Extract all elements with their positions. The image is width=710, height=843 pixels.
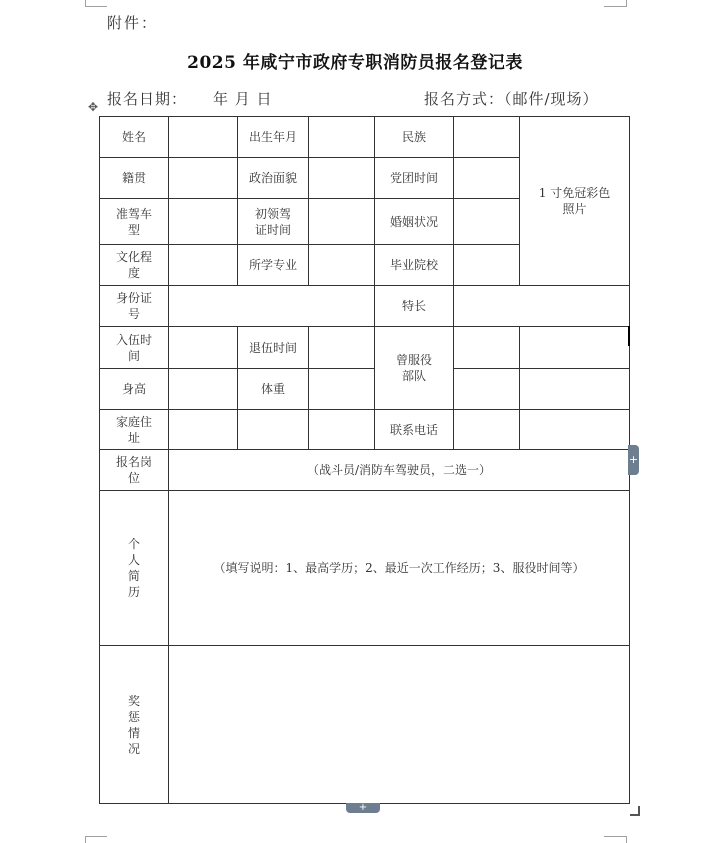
date-value[interactable]: 年 月 日 — [213, 90, 273, 108]
field-party-time[interactable] — [454, 158, 520, 199]
text-caret — [628, 326, 630, 346]
field-school[interactable] — [454, 245, 520, 286]
field-specialty[interactable] — [454, 286, 630, 327]
field-address-2[interactable] — [238, 410, 309, 450]
registration-form-table — [99, 116, 630, 804]
field-marital[interactable] — [454, 199, 520, 245]
label-weight: 体重 — [238, 369, 309, 410]
page-title: 2025 年咸宁市政府专职消防员报名登记表 — [187, 53, 523, 73]
label-education: 文化程度 — [100, 245, 169, 286]
label-awards-text: 奖惩情况 — [127, 693, 140, 756]
label-resume — [100, 491, 169, 646]
label-id-number: 身份证号 — [100, 286, 169, 327]
registration-method: 报名方式：（邮件/现场） — [424, 90, 599, 108]
field-address-3[interactable] — [309, 410, 375, 450]
field-native-place[interactable] — [169, 158, 238, 199]
crop-mark — [85, 836, 107, 837]
label-phone: 联系电话 — [375, 410, 454, 450]
field-birth[interactable] — [309, 117, 375, 158]
field-phone-1[interactable] — [454, 410, 520, 450]
field-retire-time[interactable] — [309, 327, 375, 369]
crop-mark — [85, 6, 107, 7]
field-id-number[interactable] — [169, 286, 375, 327]
photo-label: 1 寸免冠彩色照片 — [538, 186, 611, 216]
label-resume-text: 个人简历 — [127, 537, 140, 599]
crop-mark — [626, 0, 627, 7]
field-unit-1[interactable] — [454, 327, 520, 369]
label-retire-time: 退伍时间 — [238, 327, 309, 369]
registration-date — [107, 88, 273, 109]
field-position[interactable]: （战斗员/消防车驾驶员，二选一） — [169, 450, 630, 491]
field-enlist-time[interactable] — [169, 327, 238, 369]
field-political-status[interactable] — [309, 158, 375, 199]
field-address-1[interactable] — [169, 410, 238, 450]
field-license-type[interactable] — [169, 199, 238, 245]
crop-mark — [85, 836, 86, 843]
label-birth: 出生年月 — [238, 117, 309, 158]
move-handle-icon[interactable]: ✥ — [87, 100, 99, 114]
add-column-plus-icon[interactable]: + — [628, 445, 639, 475]
label-marital: 婚姻状况 — [375, 199, 454, 245]
crop-mark — [604, 836, 626, 837]
label-unit: 曾服役部队 — [375, 327, 454, 410]
field-major[interactable] — [309, 245, 375, 286]
label-awards — [100, 646, 169, 804]
field-education[interactable] — [169, 245, 238, 286]
field-resume[interactable]: （填写说明：1、最高学历；2、最近一次工作经历；3、服役时间等） — [169, 491, 630, 646]
field-license-date[interactable] — [309, 199, 375, 245]
label-ethnicity: 民族 — [375, 117, 454, 158]
field-height[interactable] — [169, 369, 238, 410]
field-unit-2[interactable] — [520, 327, 630, 369]
label-license-type: 准驾车型 — [100, 199, 169, 245]
date-label: 报名日期： — [107, 90, 188, 108]
attachment-label: 附件： — [107, 14, 159, 32]
label-position: 报名岗位 — [100, 450, 169, 491]
photo-box[interactable] — [520, 117, 630, 286]
label-specialty: 特长 — [375, 286, 454, 327]
field-ethnicity[interactable] — [454, 117, 520, 158]
label-name: 姓名 — [100, 117, 169, 158]
field-unit-3[interactable] — [454, 369, 520, 410]
label-political-status: 政治面貌 — [238, 158, 309, 199]
label-native-place: 籍贯 — [100, 158, 169, 199]
label-major: 所学专业 — [238, 245, 309, 286]
label-height: 身高 — [100, 369, 169, 410]
label-address: 家庭住址 — [100, 410, 169, 450]
crop-mark — [626, 836, 627, 843]
field-phone-2[interactable] — [520, 410, 630, 450]
add-row-plus-icon[interactable]: + — [346, 803, 380, 813]
field-weight[interactable] — [309, 369, 375, 410]
crop-mark — [604, 6, 626, 7]
field-unit-4[interactable] — [520, 369, 630, 410]
label-party-time: 党团时间 — [375, 158, 454, 199]
crop-mark — [85, 0, 86, 7]
label-school: 毕业院校 — [375, 245, 454, 286]
label-license-date: 初领驾证时间 — [238, 199, 309, 245]
field-awards[interactable] — [169, 646, 630, 804]
table-resize-handle-icon[interactable] — [630, 806, 640, 816]
label-enlist-time: 入伍时间 — [100, 327, 169, 369]
field-name[interactable] — [169, 117, 238, 158]
